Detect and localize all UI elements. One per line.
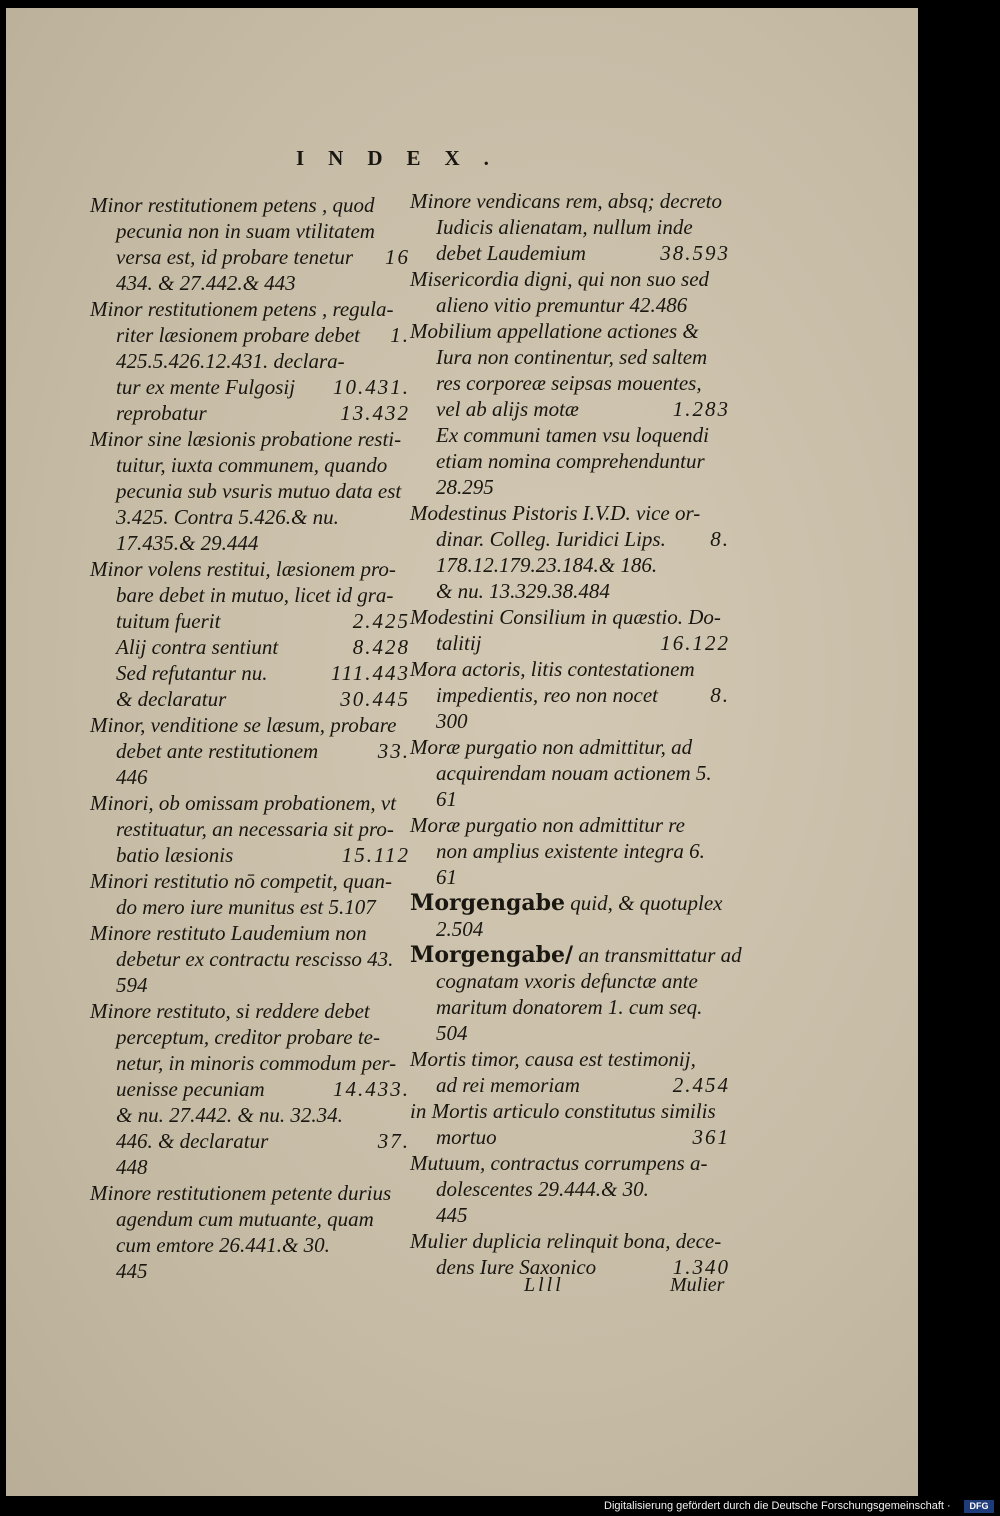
- index-line: [410, 1150, 730, 1176]
- index-text: bare debet in mutuo, licet id gra-: [116, 583, 394, 607]
- index-page-ref: 8.: [710, 527, 730, 551]
- index-line: [116, 738, 410, 764]
- index-line: [90, 296, 410, 322]
- index-page-ref: 14.433.: [333, 1077, 410, 1101]
- index-line: [410, 266, 730, 292]
- index-text: Minori, ob omissam probationem, vt: [90, 791, 397, 815]
- index-line: [436, 1124, 730, 1150]
- index-text: tuitur, iuxta communem, quando: [116, 453, 388, 477]
- index-text: pecunia sub vsuris mutuo data est: [116, 479, 402, 503]
- index-text: Mutuum, contractus corrumpens a-: [410, 1151, 708, 1175]
- index-line: [116, 1128, 410, 1154]
- index-line: [436, 1020, 730, 1046]
- index-text: uenisse pecuniam: [116, 1077, 265, 1101]
- index-line: [436, 1202, 730, 1228]
- index-line: [436, 968, 730, 994]
- index-text: Minor restitutionem petens , quod: [90, 193, 375, 217]
- index-text: Mortis timor, causa est testimonij,: [410, 1047, 696, 1071]
- index-text: mortuo: [436, 1125, 497, 1149]
- index-page-ref: 10.431.: [333, 375, 410, 399]
- index-line: [116, 1102, 410, 1128]
- index-text: 448: [116, 1155, 148, 1179]
- index-text: Minore restituto Laudemium non: [90, 921, 367, 945]
- index-line: [410, 942, 742, 968]
- index-page-ref: 30.445: [340, 687, 410, 711]
- index-text: Misericordia digni, qui non suo sed: [410, 267, 710, 291]
- index-text: Minor sine læsionis probatione resti-: [90, 427, 402, 451]
- index-line: [116, 374, 410, 400]
- index-text: Minor volens restitui, læsionem pro-: [90, 557, 396, 581]
- index-text: impedientis, reo non nocet: [436, 683, 659, 707]
- index-text: in Mortis articulo constitutus similis: [410, 1099, 716, 1123]
- index-page-ref: 1.: [390, 323, 410, 347]
- index-text: Minore restituto, si reddere debet: [90, 999, 370, 1023]
- page-header: INDEX.: [296, 146, 513, 170]
- index-text: dolescentes 29.444.& 30.: [436, 1177, 649, 1201]
- index-text: 61: [436, 787, 457, 811]
- index-text: riter læsionem probare debet: [116, 323, 361, 347]
- index-line: [436, 292, 730, 318]
- index-text: batio læsionis: [116, 843, 234, 867]
- index-line: [116, 530, 410, 556]
- index-text: 434. & 27.442.& 443: [116, 271, 296, 295]
- index-text: talitij: [436, 631, 482, 655]
- index-text: Sed refutantur nu.: [116, 661, 268, 685]
- index-text: 300: [436, 709, 468, 733]
- index-text: 445: [116, 1259, 148, 1283]
- index-line: [436, 370, 730, 396]
- index-line: [116, 972, 410, 998]
- dfg-logo: DFG: [964, 1500, 994, 1513]
- index-page-ref: 16: [385, 245, 410, 269]
- index-line: [436, 682, 730, 708]
- index-line: [410, 500, 730, 526]
- index-line: [90, 920, 410, 946]
- index-text: 28.295: [436, 475, 494, 499]
- index-line: [116, 218, 410, 244]
- index-line: [90, 556, 410, 582]
- index-text: Minor, venditione se læsum, probare: [90, 713, 397, 737]
- index-line: [436, 448, 730, 474]
- index-line: [436, 344, 730, 370]
- index-line: [116, 322, 410, 348]
- index-text: tuitum fuerit: [116, 609, 221, 633]
- index-line: [436, 760, 730, 786]
- index-line: [116, 244, 410, 270]
- index-line: [116, 764, 410, 790]
- index-text: maritum donatorem 1. cum seq.: [436, 995, 703, 1019]
- index-line: [436, 1072, 730, 1098]
- index-text: Modestini Consilium in quæstio. Do-: [410, 605, 721, 629]
- index-text: alieno vitio premuntur 42.486: [436, 293, 688, 317]
- index-line: [410, 656, 730, 682]
- index-text: dens Iure Saxonico: [436, 1255, 597, 1279]
- index-text: do mero iure munitus est 5.107: [116, 895, 376, 919]
- index-text: & nu. 13.329.38.484: [436, 579, 610, 603]
- index-text: 61: [436, 865, 457, 889]
- index-text: & declaratur: [116, 687, 227, 711]
- index-text: versa est, id probare tenetur: [116, 245, 353, 269]
- index-text: debet ante restitutionem: [116, 739, 319, 763]
- index-text: ad rei memoriam: [436, 1073, 580, 1097]
- index-text: etiam nomina comprehenduntur: [436, 449, 705, 473]
- index-line: [116, 452, 410, 478]
- index-line: [436, 916, 730, 942]
- index-line: [116, 1076, 410, 1102]
- index-text: pecunia non in suam vtilitatem: [116, 219, 375, 243]
- index-line: [116, 1206, 410, 1232]
- index-line: [116, 946, 410, 972]
- index-page-ref: 8.: [710, 683, 730, 707]
- index-page-ref: 1.340: [672, 1255, 730, 1279]
- index-text: dinar. Colleg. Iuridici Lips.: [436, 527, 666, 551]
- index-line: [410, 1098, 730, 1124]
- index-text: Mora actoris, litis contestationem: [410, 657, 695, 681]
- index-text: Mulier duplicia relinquit bona, dece-: [410, 1229, 722, 1253]
- index-page-ref: 1.283: [672, 397, 730, 421]
- index-line: [90, 192, 410, 218]
- index-text: 17.435.& 29.444: [116, 531, 259, 555]
- index-line: [116, 842, 410, 868]
- index-line: [436, 1176, 730, 1202]
- index-line: [436, 474, 730, 500]
- index-text: 446: [116, 765, 148, 789]
- index-text: agendum cum mutuante, quam: [116, 1207, 374, 1231]
- index-line: [436, 578, 730, 604]
- index-text: vel ab alijs motæ: [436, 397, 579, 421]
- index-line: [410, 812, 730, 838]
- index-line: [116, 504, 410, 530]
- index-line: [410, 1228, 730, 1254]
- index-line: [90, 712, 410, 738]
- index-line: [116, 582, 410, 608]
- index-line: [436, 708, 730, 734]
- index-page-ref: 13.432: [340, 401, 410, 425]
- index-text: reprobatur: [116, 401, 207, 425]
- index-text: Morgengabe quid, & quotuplex: [410, 890, 723, 916]
- index-text: cum emtore 26.441.& 30.: [116, 1233, 330, 1257]
- index-line: [436, 838, 730, 864]
- index-line: [116, 634, 410, 660]
- index-line: [116, 1232, 410, 1258]
- index-text: Alij contra sentiunt: [116, 635, 279, 659]
- index-text: Iudicis alienatam, nullum inde: [436, 215, 693, 239]
- index-line: [436, 552, 730, 578]
- index-page-ref: 111.443: [330, 661, 410, 685]
- index-text: perceptum, creditor probare te-: [116, 1025, 380, 1049]
- index-line: [116, 348, 410, 374]
- index-line: [116, 816, 410, 842]
- index-text: 504: [436, 1021, 468, 1045]
- index-line: [436, 396, 730, 422]
- index-text: res corporeæ seipsas mouentes,: [436, 371, 702, 395]
- index-line: [410, 604, 730, 630]
- index-text: & nu. 27.442. & nu. 32.34.: [116, 1103, 343, 1127]
- index-line: [116, 478, 410, 504]
- index-text: Minore restitutionem petente durius: [90, 1181, 392, 1205]
- index-text: restituatur, an necessaria sit pro-: [116, 817, 394, 841]
- index-line: [410, 890, 730, 916]
- index-text: debet Laudemium: [436, 241, 586, 265]
- index-page-ref: 15.112: [341, 843, 410, 867]
- index-text: Minor restitutionem petens , regula-: [90, 297, 394, 321]
- index-line: [90, 868, 410, 894]
- index-page-ref: 2.454: [672, 1073, 730, 1097]
- index-text: Iura non continentur, sed saltem: [436, 345, 708, 369]
- index-text: Ex communi tamen vsu loquendi: [436, 423, 709, 447]
- index-text: 445: [436, 1203, 468, 1227]
- index-line: [436, 786, 730, 812]
- index-line: [90, 1180, 410, 1206]
- index-line: [436, 526, 730, 552]
- index-text: Moræ purgatio non admittitur re: [410, 813, 685, 837]
- index-page-ref: 33.: [377, 739, 410, 763]
- index-page-ref: 2.425: [352, 609, 410, 633]
- index-line: [436, 994, 730, 1020]
- index-line: [436, 630, 730, 656]
- catchword: Mulier: [670, 1274, 725, 1296]
- index-page-ref: 38.593: [660, 241, 730, 265]
- index-text: 425.5.426.12.431. declara-: [116, 349, 345, 373]
- index-line: [116, 400, 410, 426]
- index-text: 2.504: [436, 917, 484, 941]
- index-text: Minori restitutio nō competit, quan-: [90, 869, 392, 893]
- index-text: debetur ex contractu rescisso 43.: [116, 947, 394, 971]
- index-text: non amplius existente integra 6.: [436, 839, 705, 863]
- index-line: [410, 318, 730, 344]
- signature-mark: Llll: [524, 1274, 564, 1296]
- index-page-ref: 361: [692, 1125, 730, 1149]
- index-line: [116, 1154, 410, 1180]
- index-text: Moræ purgatio non admittitur, ad: [410, 735, 693, 759]
- index-line: [410, 734, 730, 760]
- index-line: [90, 426, 410, 452]
- index-line: [116, 608, 410, 634]
- index-text: 446. & declaratur: [116, 1129, 269, 1153]
- book-page: [6, 8, 918, 1496]
- index-line: [90, 790, 410, 816]
- index-line: [410, 1046, 730, 1072]
- funding-footer: Digitalisierung gefördert durch die Deutsche Forschungsgemeinschaft ·: [604, 1500, 951, 1512]
- index-text: Mobilium appellatione actiones &: [410, 319, 699, 343]
- index-line: [116, 1258, 410, 1284]
- index-text: 594: [116, 973, 148, 997]
- index-line: [90, 998, 410, 1024]
- index-text: 178.12.179.23.184.& 186.: [436, 553, 658, 577]
- index-text: cognatam vxoris defunctæ ante: [436, 969, 698, 993]
- index-text: tur ex mente Fulgosij: [116, 375, 296, 399]
- index-text: Modestinus Pistoris I.V.D. vice or-: [410, 501, 701, 525]
- index-page-ref: 8.428: [352, 635, 410, 659]
- index-page-ref: 16.122: [660, 631, 730, 655]
- index-line: [436, 422, 730, 448]
- index-line: [116, 1050, 410, 1076]
- index-line: [410, 188, 730, 214]
- index-line: [116, 270, 410, 296]
- index-text: Minore vendicans rem, absq; decreto: [410, 189, 722, 213]
- index-text: 3.425. Contra 5.426.& nu.: [116, 505, 339, 529]
- index-line: [436, 240, 730, 266]
- index-text: netur, in minoris commodum per-: [116, 1051, 397, 1075]
- index-line: [436, 214, 730, 240]
- index-text: acquirendam nouam actionem 5.: [436, 761, 712, 785]
- index-line: [116, 894, 410, 920]
- index-page-ref: 37.: [377, 1129, 410, 1153]
- index-line: [116, 686, 410, 712]
- index-line: [116, 1024, 410, 1050]
- index-text: Morgengabe/ an transmittatur ad: [410, 942, 742, 968]
- index-line: [436, 864, 730, 890]
- index-line: [116, 660, 410, 686]
